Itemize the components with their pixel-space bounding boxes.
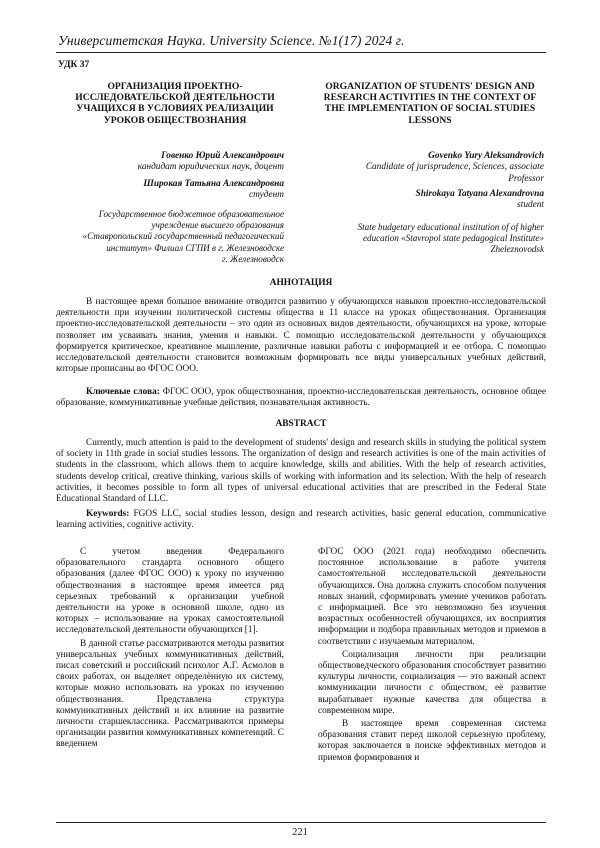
author-name: Широкая Татьяна Александровна <box>143 179 284 189</box>
author-name: Shirokaya Tatyana Alexandrovna <box>415 189 544 199</box>
abstract-text: Currently, much attention is paid to the development of students' design and research skills in studying the political system of society in 11th grade in social studies lessons. The organization of design and research activities is one of the main activities of students in the classroom, which allows them to acquire knowledge, skills and abilities. With the help of research activities, students develop critical, creative thinking, various skills of working with information and its selection. With the help of research activities, it becomes possible to form all types of universal educational activities that are prescribed in the Federal State Educational Standard of LLC. <box>56 438 546 505</box>
title-en-line: LESSONS <box>408 114 452 126</box>
author-role: student <box>517 200 544 211</box>
title-en <box>316 81 544 126</box>
annotation-keywords <box>56 387 546 409</box>
body-column-left <box>56 547 284 753</box>
annotation-text: В настоящее время большое внимание отводится развитию у обучающихся навыков проектно-исследовательской деятельности при изучении политической системы общества в 11 классе на уроках обществознания. Организация проектно-исследовательской деятельности – это один из основных видов деятельности, обучающихся на уроке, которые позволяет им усваивать знания, умения и навыки. С помощью исследовательской деятельности у обучающихся формируется критическое, креативное мышление, различные навыки работы с информацией и ее отбора. С помощью исследовательской деятельности становится возможным формировать все виды универсальных учебных действий, которые прописаны во ФГОС ООО. <box>56 297 546 375</box>
body-paragraph: ФГОС ООО (2021 года) необходимо обеспечить постоянное использование в работе учителя самостоятельной исследовательской деятельности обучающихся. Она должна служить способом получения новых знаний, сформировать умение учеников работать с информацией. Все это невозможно без изучения возрастных особенностей обучающихся, их восприятия информации и подбора правильных методов и приемов в соответствии с изучаемым материалом. <box>318 547 546 647</box>
author-en-2 <box>316 189 544 212</box>
keywords-label: Keywords: <box>86 509 130 519</box>
page-number: 221 <box>292 827 308 838</box>
author-ru-1 <box>66 151 284 174</box>
body-paragraph: Социализация личности при реализации обществоведческого образования способствует развитию культуры личности, социализация — это важный аспект коммуникации личности с обществом, её развитие вырабатывает нужные качества для общества в современном мире. <box>318 649 546 716</box>
keywords-label: Ключевые слова: <box>86 387 160 397</box>
institution-line: Zheleznovodsk <box>490 244 544 255</box>
institution-line: State budgetary educational institution of of higher <box>357 222 544 232</box>
title-ru-line: УРОКОВ ОБЩЕСТВОЗНАНИЯ <box>103 114 247 126</box>
body-paragraph: В настоящее время современная система образования ставит перед школой серьезную проблему, которая заключается в поиске эффективных методов и приемов формирования и <box>318 719 546 763</box>
title-en-line: RESEARCH ACTIVITIES IN THE CONTEXT OF <box>323 92 537 104</box>
author-role: студент <box>249 190 284 201</box>
institution-line: «Ставропольский государственный педагогический <box>82 231 284 242</box>
institution-line: институт» Филиал СГПИ в г. Железноводске <box>106 242 284 253</box>
keywords-list: ФГОС ООО, урок обществознания, проектно-исследовательская деятельность, основное общее образование, коммуникативные учебные действия, познавательная активность. <box>56 387 546 409</box>
title-ru <box>66 81 284 126</box>
author-ru-2 <box>66 179 284 202</box>
institution-line: учреждение высшего образования <box>151 220 284 231</box>
author-role: Professor <box>508 173 544 184</box>
header-divider <box>56 52 546 53</box>
abstract-keywords <box>56 509 546 531</box>
annotation-heading: АННОТАЦИЯ <box>269 278 333 288</box>
title-ru-line: ОРГАНИЗАЦИЯ ПРОЕКТНО- <box>107 81 243 92</box>
institution-line: г. Железноводск <box>222 253 284 264</box>
institution-ru <box>58 209 284 265</box>
author-en-1 <box>316 151 544 185</box>
author-name: Govenko Yury Aleksandrovich <box>428 151 544 161</box>
body-paragraph: В данной статье рассматриваются методы развития универсальных учебных коммуникативных действий, писал советский и российский психолог А.Г. Асмолов в своих работах, он выделяет определённую их систему, которые можно использовать на уроках по изучению обществознания. Представлена структура коммуникативных действий и их влияние на развитие личности старшеклассника. Рассматриваются примеры организации развития коммуникативных компетенций. С введением <box>56 638 284 750</box>
title-ru-line: УЧАЩИХСЯ В УСЛОВИЯХ РЕАЛИЗАЦИИ <box>76 103 274 115</box>
title-en-line: THE IMPLEMENTATION OF SOCIAL STUDIES <box>324 103 536 115</box>
author-name: Говенко Юрий Александрович <box>161 151 284 161</box>
footer-divider <box>56 822 546 823</box>
title-en-line: ORGANIZATION OF STUDENTS' DESIGN AND <box>325 81 535 92</box>
body-paragraph: С учетом введения Федерального образовательного стандарта основного общего образования (далее ФГОС ООО) к уроку по изучению обществознания в настоящее время имеется ряд серьезных требований к организации учебной деятельности на уроке в основной школе, одно из которых – использование на уроках самостоятельной исследовательской деятельности обучающихся [1]. <box>56 547 284 636</box>
institution-line: education «Stavropol state pedagogical Institute» <box>362 233 544 244</box>
abstract-heading: ABSTRACT <box>275 419 327 429</box>
udk-code: УДК 37 <box>58 60 90 70</box>
body-column-right <box>318 547 546 766</box>
institution-en <box>316 222 544 256</box>
title-ru-line: ИССЛЕДОВАТЕЛЬСКОЙ ДЕЯТЕЛЬНОСТИ <box>75 92 275 104</box>
keywords-list: FGOS LLC, social studies lesson, design and research activities, basic general education, communicative learning activities, cognitive activity. <box>56 509 546 531</box>
running-header: Университетская Наука. University Science. №1(17) 2024 г. <box>58 33 405 48</box>
institution-line: Государственное бюджетное образовательное <box>98 209 284 219</box>
author-role: Candidate of jurisprudence, Sciences, associate <box>365 162 544 173</box>
author-role: кандидат юридических наук, доцент <box>137 162 284 173</box>
